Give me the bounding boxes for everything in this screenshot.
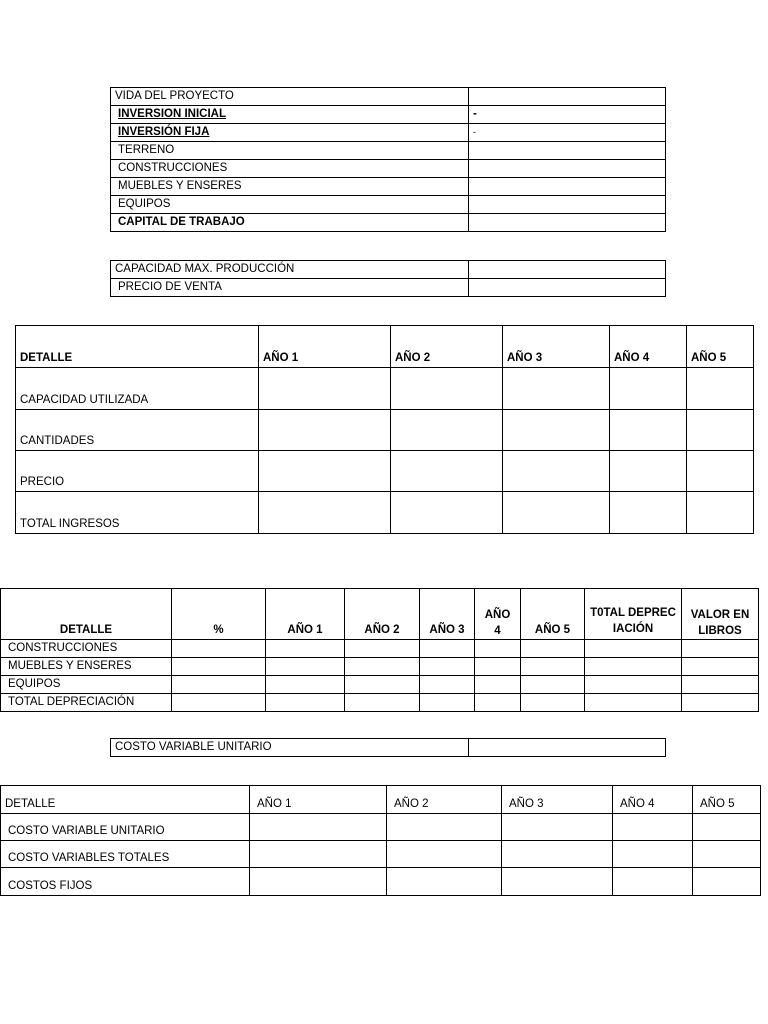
project-label-inversion-fija: INVERSIÓN FIJA — [111, 124, 469, 142]
costs-header-ano-3: AÑO 3 — [502, 786, 613, 814]
dep-cell[interactable] — [420, 640, 475, 658]
table-row — [111, 279, 666, 297]
income-row-label: TOTAL INGRESOS — [16, 492, 259, 534]
dep-header-percent: % — [172, 589, 266, 640]
dep-cell[interactable] — [172, 694, 266, 712]
dep-cell[interactable] — [682, 694, 759, 712]
income-cell[interactable] — [259, 368, 391, 410]
costs-header-ano-2: AÑO 2 — [387, 786, 502, 814]
costs-cell[interactable] — [387, 814, 502, 841]
income-cell[interactable] — [610, 410, 687, 451]
income-row-label: CAPACIDAD UTILIZADA — [16, 368, 259, 410]
income-cell[interactable] — [610, 492, 687, 534]
table-row — [1, 676, 759, 694]
dep-header-ano-1: AÑO 1 — [266, 589, 345, 640]
dep-cell[interactable] — [172, 658, 266, 676]
project-label-vida: VIDA DEL PROYECTO — [111, 88, 469, 106]
income-cell[interactable] — [391, 410, 503, 451]
income-header-detalle: DETALLE — [16, 326, 259, 368]
capacity-table — [110, 260, 666, 297]
dep-cell[interactable] — [521, 658, 585, 676]
dep-header-detalle: DETALLE — [1, 589, 172, 640]
income-cell[interactable] — [259, 451, 391, 492]
table-row — [1, 658, 759, 676]
costs-table — [0, 785, 761, 896]
income-header-ano-4: AÑO 4 — [610, 326, 687, 368]
table-row — [111, 88, 666, 106]
table-row — [16, 492, 754, 534]
costs-cell[interactable] — [693, 868, 761, 896]
project-value-capital-trabajo[interactable] — [469, 214, 666, 232]
table-row — [1, 841, 761, 868]
dep-cell[interactable] — [345, 658, 420, 676]
project-label-inversion-inicial: INVERSION INICIAL — [111, 106, 469, 124]
income-cell[interactable] — [391, 451, 503, 492]
costs-cell[interactable] — [613, 841, 693, 868]
project-value-vida[interactable] — [469, 88, 666, 106]
income-cell[interactable] — [391, 492, 503, 534]
dep-cell[interactable] — [345, 640, 420, 658]
table-row — [16, 451, 754, 492]
income-header-ano-1: AÑO 1 — [259, 326, 391, 368]
dep-header-ano-2: AÑO 2 — [345, 589, 420, 640]
table-row — [111, 739, 666, 757]
dep-cell[interactable] — [172, 676, 266, 694]
dep-cell[interactable] — [585, 676, 682, 694]
dep-cell[interactable] — [420, 658, 475, 676]
project-table — [110, 87, 666, 232]
costs-cell[interactable] — [502, 868, 613, 896]
costs-row-label: COSTOS FIJOS — [1, 868, 250, 896]
dep-cell[interactable] — [682, 676, 759, 694]
dep-cell[interactable] — [521, 676, 585, 694]
dep-cell[interactable] — [521, 694, 585, 712]
costs-row-label: COSTO VARIABLE UNITARIO — [1, 814, 250, 841]
dep-cell[interactable] — [266, 658, 345, 676]
project-value-terreno[interactable] — [469, 142, 666, 160]
dep-cell[interactable] — [266, 640, 345, 658]
costs-row-label: COSTO VARIABLES TOTALES — [1, 841, 250, 868]
income-cell[interactable] — [610, 451, 687, 492]
costs-header-ano-4: AÑO 4 — [613, 786, 693, 814]
table-row — [111, 124, 666, 142]
table-row — [111, 196, 666, 214]
table-row — [16, 410, 754, 451]
capacity-label: CAPACIDAD MAX. PRODUCCIÓN — [111, 261, 469, 279]
project-value-construcciones[interactable] — [469, 160, 666, 178]
costs-cell[interactable] — [613, 868, 693, 896]
table-row — [1, 814, 761, 841]
price-label: PRECIO DE VENTA — [111, 279, 469, 297]
dep-cell[interactable] — [585, 640, 682, 658]
costs-cell[interactable] — [613, 814, 693, 841]
costs-header-ano-5: AÑO 5 — [693, 786, 761, 814]
table-row — [111, 178, 666, 196]
dep-cell[interactable] — [521, 640, 585, 658]
income-cell[interactable] — [503, 451, 610, 492]
costs-cell[interactable] — [250, 814, 387, 841]
dep-header-total: T0TAL DEPRECIACIÓN — [585, 589, 682, 640]
table-row — [111, 160, 666, 178]
income-cell[interactable] — [687, 410, 754, 451]
costs-cell[interactable] — [387, 841, 502, 868]
dep-cell[interactable] — [345, 694, 420, 712]
table-row — [1, 694, 759, 712]
income-table — [15, 325, 754, 534]
dep-cell[interactable] — [585, 694, 682, 712]
dep-header-ano-5: AÑO 5 — [521, 589, 585, 640]
costs-cell[interactable] — [250, 868, 387, 896]
income-cell[interactable] — [259, 410, 391, 451]
project-value-inversion-fija[interactable]: - — [469, 124, 666, 142]
price-value[interactable] — [469, 279, 666, 297]
capacity-value[interactable] — [469, 261, 666, 279]
dep-cell[interactable] — [345, 676, 420, 694]
dep-cell[interactable] — [172, 640, 266, 658]
table-row — [16, 368, 754, 410]
costs-cell[interactable] — [250, 841, 387, 868]
dep-cell[interactable] — [475, 676, 521, 694]
dep-row-label: EQUIPOS — [1, 676, 172, 694]
dep-cell[interactable] — [682, 640, 759, 658]
project-label-capital-trabajo: CAPITAL DE TRABAJO — [111, 214, 469, 232]
income-cell[interactable] — [259, 492, 391, 534]
dep-cell[interactable] — [682, 658, 759, 676]
dep-cell[interactable] — [420, 676, 475, 694]
costs-header-ano-1: AÑO 1 — [250, 786, 387, 814]
dep-cell[interactable] — [266, 676, 345, 694]
variable-cost-label: COSTO VARIABLE UNITARIO — [111, 739, 469, 757]
costs-header-detalle: DETALLE — [1, 786, 250, 814]
income-cell[interactable] — [687, 492, 754, 534]
dep-header-valor-libros: VALOR EN LIBROS — [682, 589, 759, 640]
income-header-ano-2: AÑO 2 — [391, 326, 503, 368]
dep-cell[interactable] — [266, 694, 345, 712]
variable-cost-value[interactable] — [469, 739, 666, 757]
dep-cell[interactable] — [585, 658, 682, 676]
dep-cell[interactable] — [420, 694, 475, 712]
table-header-row — [16, 326, 754, 368]
depreciation-table — [0, 588, 759, 712]
dep-cell[interactable] — [475, 640, 521, 658]
table-row — [111, 214, 666, 232]
income-row-label: CANTIDADES — [16, 410, 259, 451]
dep-row-label: CONSTRUCCIONES — [1, 640, 172, 658]
project-value-equipos[interactable] — [469, 196, 666, 214]
project-label-equipos: EQUIPOS — [111, 196, 469, 214]
income-cell[interactable] — [687, 451, 754, 492]
table-row — [111, 106, 666, 124]
costs-cell[interactable] — [502, 814, 613, 841]
income-cell[interactable] — [503, 368, 610, 410]
income-cell[interactable] — [503, 410, 610, 451]
dep-row-label: TOTAL DEPRECIACIÓN — [1, 694, 172, 712]
project-label-muebles: MUEBLES Y ENSERES — [111, 178, 469, 196]
costs-cell[interactable] — [693, 814, 761, 841]
dep-header-ano-4: AÑO 4 — [475, 589, 521, 640]
income-row-label: PRECIO — [16, 451, 259, 492]
table-row — [1, 640, 759, 658]
income-cell[interactable] — [503, 492, 610, 534]
income-cell[interactable] — [687, 368, 754, 410]
costs-cell[interactable] — [693, 841, 761, 868]
income-header-ano-5: AÑO 5 — [687, 326, 754, 368]
project-label-terreno: TERRENO — [111, 142, 469, 160]
project-value-inversion-inicial[interactable]: - — [469, 106, 666, 124]
income-header-ano-3: AÑO 3 — [503, 326, 610, 368]
table-row — [111, 142, 666, 160]
table-row — [1, 868, 761, 896]
income-cell[interactable] — [391, 368, 503, 410]
dep-cell[interactable] — [475, 694, 521, 712]
dep-header-ano-3: AÑO 3 — [420, 589, 475, 640]
project-value-muebles[interactable] — [469, 178, 666, 196]
table-header-row — [1, 786, 761, 814]
income-cell[interactable] — [610, 368, 687, 410]
dep-cell[interactable] — [475, 658, 521, 676]
project-label-construcciones: CONSTRUCCIONES — [111, 160, 469, 178]
variable-cost-table — [110, 738, 666, 757]
table-row — [111, 261, 666, 279]
costs-cell[interactable] — [502, 841, 613, 868]
costs-cell[interactable] — [387, 868, 502, 896]
table-header-row — [1, 589, 759, 640]
dep-row-label: MUEBLES Y ENSERES — [1, 658, 172, 676]
